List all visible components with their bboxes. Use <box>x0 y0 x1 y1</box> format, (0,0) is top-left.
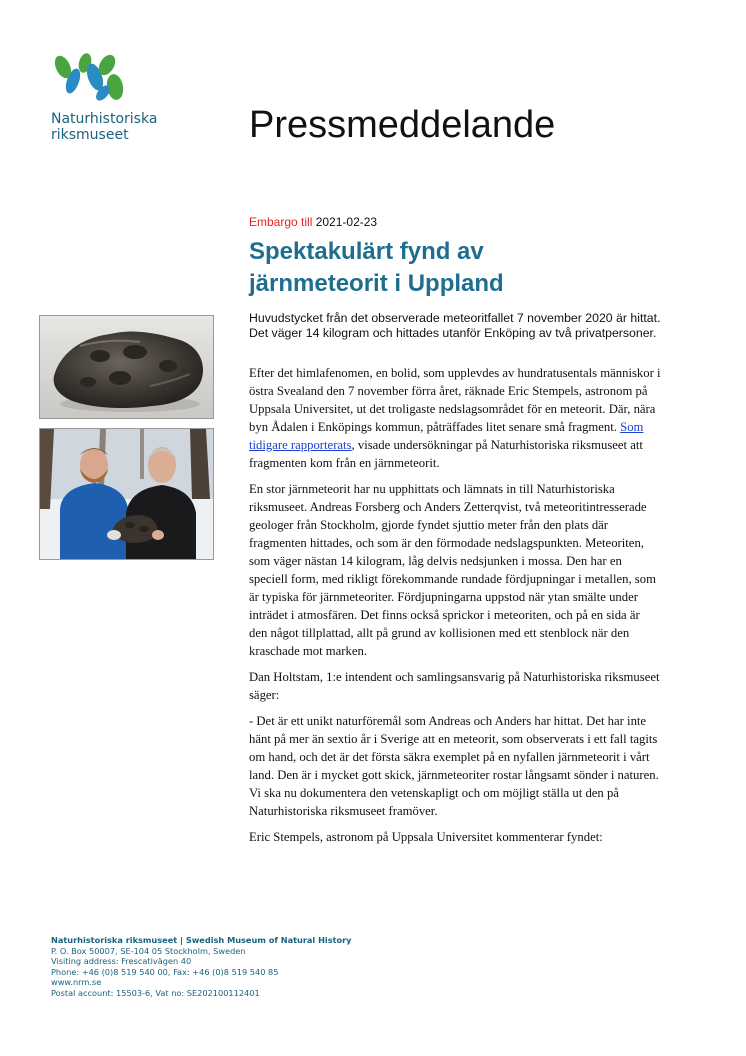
footer-phone: Phone: +46 (0)8 519 540 00, Fax: +46 (0)8 519 540 85 <box>51 966 279 977</box>
leaf-logo-icon <box>51 51 131 103</box>
body-paragraph: Dan Holtstam, 1:e intendent och samlingsansvarig på Naturhistoriska riksmuseet säger: <box>249 670 660 702</box>
footer-postal: Postal account: 15503-6, Vat no: SE202100112401 <box>51 987 260 998</box>
previous-report-link[interactable]: Som tidigare rapporterats <box>249 420 644 452</box>
body-paragraph <box>249 364 661 472</box>
footer-visiting: Visiting address: Frescativägen 40 <box>51 956 192 966</box>
footer-org: Naturhistoriska riksmuseet | Swedish Museum of Natural History <box>51 935 352 945</box>
embargo-label: Embargo till <box>249 215 313 229</box>
footer-contact <box>51 935 451 998</box>
finders-photo <box>39 428 214 560</box>
body-paragraph: Eric Stempels, astronom på Uppsala Universitet kommenterar fyndet: <box>249 830 603 844</box>
lead-paragraph: Huvudstycket från det observerade meteoritfallet 7 november 2020 är hittat. Det väger 14 kilogram och hittades utanför Enköping av två privatpersoner. <box>249 311 661 340</box>
document-type-title: Pressmeddelande <box>249 104 556 146</box>
meteorite-photo <box>39 315 214 419</box>
headline <box>249 236 669 300</box>
embargo-line <box>249 215 377 229</box>
headline-line2: järnmeteorit i Uppland <box>249 270 504 297</box>
footer-web: www.nrm.se <box>51 977 102 987</box>
headline-line1: Spektakulärt fynd av <box>249 238 484 265</box>
paragraph-text: , visade undersökningar på Naturhistoriska riksmuseet att fragmenten kom från en järnmeteorit. <box>249 438 643 470</box>
article-body <box>249 364 661 854</box>
logo-name-line1: Naturhistoriska <box>51 111 158 127</box>
logo-name-line2: riksmuseet <box>51 127 129 143</box>
footer-address: P. O. Box 50007, SE-104 05 Stockholm, Sweden <box>51 945 246 956</box>
body-paragraph: En stor järnmeteorit har nu upphittats och lämnats in till Naturhistoriska riksmuseet. Andreas Forsberg och Anders Zetterqvist, två meteoritintresserade geologer från Stockholm, gjorde fyndet sjuttio meter från den plats där fragmenten hittades, och som är den förmodade nedslagspunkten. Meteoriten, som väger nästan 14 kilogram, låg delvis nedsjunken i mossa. Den har en speciell form, med rikligt förekommande rundade fördjupningar i metallen, som är typiska för järnmeteoriter. Fördjupningarna uppstod när ytan smälte under inträdet i atmosfären. Det finns också sprickor i meteoriten, och på en sida är den något tillplattad, allt på grund av kollisionen med ett stenblock när den kraschade mot marken. <box>249 482 656 658</box>
museum-logo-mark <box>51 51 131 103</box>
quote-paragraph: - Det är ett unikt naturföremål som Andreas och Anders har hittat. Det har inte hänt på mer än sextio år i Sverige att en meteorit, som observerats i ett fall tagits om hand, och det är det första säkra exemplet på en nyfallen järnmeteorit i vårt land. Den är i mycket gott skick, järnmeteoriter rostar långsamt sönder i naturen. Vi ska nu dokumentera den vetenskapligt och om möjligt ställa ut den på Naturhistoriska riksmuseet framöver. <box>249 714 659 818</box>
embargo-date: 2021-02-23 <box>315 215 378 229</box>
museum-logo-name <box>51 111 191 143</box>
paragraph-text: Efter det himlafenomen, en bolid, som upplevdes av hundratusentals människor i östra Svealand den 7 november förra året, räknade Eric Stempels, astronom på Uppsala Universitet, ut det troligaste nedslagsområdet för en meteorit. Där, nära byn Ådalen i Enköpings kommun, påträffades litet senare små fragment. <box>249 366 661 434</box>
